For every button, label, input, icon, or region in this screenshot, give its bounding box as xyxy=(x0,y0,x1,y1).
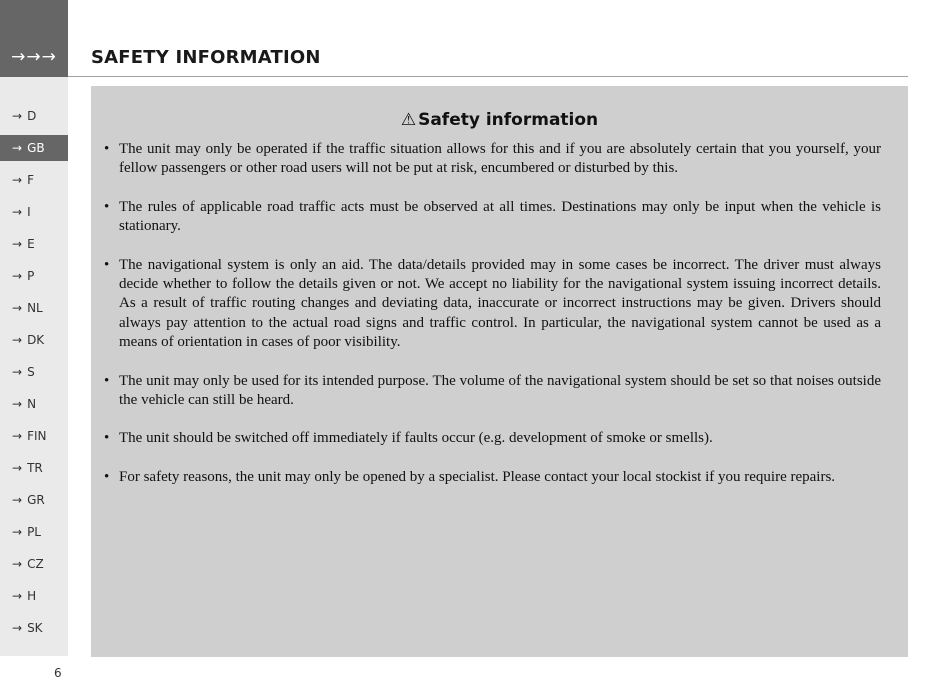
sidebar-header xyxy=(0,0,68,77)
sidebar-item-pl[interactable] xyxy=(0,519,68,545)
list-item xyxy=(104,429,881,448)
arrow-right-icon: → xyxy=(12,589,23,603)
sidebar-item-i[interactable] xyxy=(0,199,68,225)
bullet-icon: • xyxy=(104,198,110,215)
bullet-text: The unit should be switched off immediately if faults occur (e.g. development of smoke or smells). xyxy=(119,430,713,447)
arrow-right-icon: → xyxy=(12,493,23,507)
bullet-icon: • xyxy=(104,469,110,486)
arrow-right-icon: → xyxy=(12,333,23,347)
triple-arrow-icon: →→→ xyxy=(11,47,57,67)
list-item xyxy=(104,256,881,352)
arrow-right-icon: → xyxy=(12,173,23,187)
language-sidebar xyxy=(0,77,68,656)
sidebar-item-fin[interactable] xyxy=(0,423,68,449)
sidebar-item-label: F xyxy=(27,173,34,187)
sidebar-item-cz[interactable] xyxy=(0,551,68,577)
sidebar-item-label: E xyxy=(27,237,35,251)
list-item xyxy=(104,372,881,411)
sidebar-item-h[interactable] xyxy=(0,583,68,609)
sidebar-item-p[interactable] xyxy=(0,263,68,289)
sidebar-item-e[interactable] xyxy=(0,231,68,257)
panel-title xyxy=(91,110,908,130)
sidebar-item-tr[interactable] xyxy=(0,455,68,481)
sidebar-item-nl[interactable] xyxy=(0,295,68,321)
arrow-right-icon: → xyxy=(12,205,23,219)
sidebar-item-dk[interactable] xyxy=(0,327,68,353)
sidebar-item-label: TR xyxy=(27,461,43,475)
sidebar-item-label: S xyxy=(27,365,35,379)
bullet-text: For safety reasons, the unit may only be opened by a specialist. Please contact your local stockist if you require repairs. xyxy=(119,469,836,486)
arrow-right-icon: → xyxy=(12,525,23,539)
arrow-right-icon: → xyxy=(12,621,23,635)
arrow-right-icon: → xyxy=(12,109,23,123)
bullet-text: The rules of applicable road traffic acts must be observed at all times. Destinations may only be input when the vehicle is stationary. xyxy=(119,198,881,235)
arrow-right-icon: → xyxy=(12,301,23,315)
title-divider xyxy=(68,76,908,77)
sidebar-item-label: FIN xyxy=(27,429,47,443)
sidebar-item-n[interactable] xyxy=(0,391,68,417)
sidebar-item-f[interactable] xyxy=(0,167,68,193)
sidebar-item-label: DK xyxy=(27,333,45,347)
sidebar-item-d[interactable] xyxy=(0,103,68,129)
sidebar-item-label: I xyxy=(27,205,31,219)
bullet-text: The unit may only be used for its intended purpose. The volume of the navigational system should be set so that noises outside the vehicle can still be heard. xyxy=(119,372,881,408)
sidebar-item-label: H xyxy=(27,589,37,603)
sidebar-item-label: PL xyxy=(27,525,41,539)
page-number: 6 xyxy=(54,666,62,680)
arrow-right-icon: → xyxy=(12,461,23,475)
list-item xyxy=(104,468,881,487)
sidebar-item-label: GR xyxy=(27,493,45,507)
sidebar-item-label: GB xyxy=(27,141,45,155)
sidebar-item-label: CZ xyxy=(27,557,44,571)
warning-icon: ⚠ xyxy=(400,110,417,130)
sidebar-item-gb[interactable] xyxy=(0,135,68,161)
sidebar-item-gr[interactable] xyxy=(0,487,68,513)
panel-title-text: Safety information xyxy=(418,110,599,130)
list-item xyxy=(104,140,881,179)
sidebar-item-s[interactable] xyxy=(0,359,68,385)
bullet-icon: • xyxy=(104,256,110,273)
sidebar-item-sk[interactable] xyxy=(0,615,68,641)
page-title: SAFETY INFORMATION xyxy=(91,47,321,68)
bullet-text: The navigational system is only an aid. The data/details provided may in some cases be incorrect. The driver must always decide whether to follow the details given or not. We accept no liability for the navigational system issuing incorrect details. As a result of traffic routing changes and deviating data, inaccurate or incorrect instructions may be given. Drivers should always pay attention to the actual road signs and traffic control. In particular, the navigational system cannot be used as a means of orientation in cases of poor visibility. xyxy=(119,256,881,350)
safety-bullet-list xyxy=(104,140,881,507)
arrow-right-icon: → xyxy=(12,269,23,283)
bullet-icon: • xyxy=(104,372,110,389)
arrow-right-icon: → xyxy=(12,365,23,379)
arrow-right-icon: → xyxy=(12,141,23,155)
list-item xyxy=(104,198,881,237)
sidebar-item-label: D xyxy=(27,109,37,123)
arrow-right-icon: → xyxy=(12,429,23,443)
sidebar-item-label: NL xyxy=(27,301,43,315)
bullet-text: The unit may only be operated if the traffic situation allows for this and if you are absolutely certain that you yourself, your fellow passengers or other road users will not be put at risk, encumbered or disturbed by this. xyxy=(119,141,881,177)
arrow-right-icon: → xyxy=(12,397,23,411)
sidebar-item-label: SK xyxy=(27,621,43,635)
arrow-right-icon: → xyxy=(12,237,23,251)
bullet-icon: • xyxy=(104,430,110,447)
sidebar-item-label: P xyxy=(27,269,35,283)
arrow-right-icon: → xyxy=(12,557,23,571)
safety-panel xyxy=(91,86,908,657)
sidebar-item-label: N xyxy=(27,397,37,411)
bullet-icon: • xyxy=(104,141,110,157)
